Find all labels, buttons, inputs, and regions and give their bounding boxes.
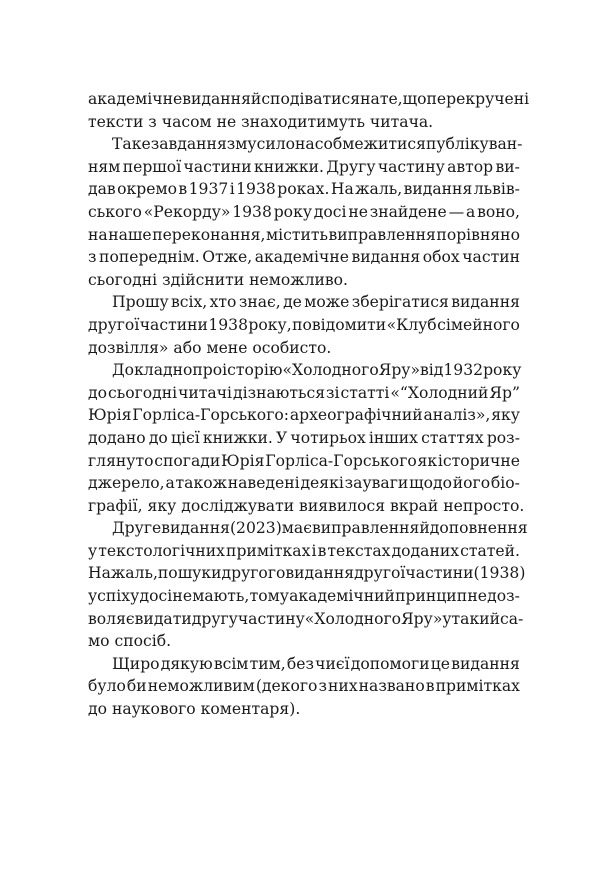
text-line: ського «Рекорду» 1938 року досі не знайдене — а воно, [88, 202, 520, 221]
text-line: Прошу всіх, хто знає, де може зберігатися видання [112, 293, 520, 312]
text-line: академічне видання й сподіватися на те, що перекручені [88, 90, 530, 108]
text-line: додано до цієї книжки. У чотирьох інших статтях роз- [88, 428, 520, 447]
paragraph [88, 517, 528, 653]
paragraph [88, 291, 520, 359]
text-line: Щиро дякую всім тим, без чиєї допомоги це видання [112, 654, 520, 673]
text-line: другої частини 1938 року, повідомити «Клуб сімейного [88, 315, 520, 334]
text-line: Друге видання (2023) має виправлення й доповнення [112, 519, 528, 538]
text-line: було би неможливим (декого з них названо в примітках [88, 677, 520, 696]
text-line: глянуто спогади Юрія Горліса-Горського як історичне [88, 451, 520, 470]
text-line: джерело, а також наведені деякі зауваги щодо його біо- [88, 474, 520, 493]
paragraph [88, 88, 530, 133]
text-line: з попереднім. Отже, академічне видання обох частин [88, 248, 520, 267]
body-text [88, 88, 530, 721]
text-line: сьогодні здійснити неможливо. [88, 270, 348, 289]
paragraph [88, 653, 520, 721]
text-line: мо спосіб. [88, 632, 172, 651]
text-line: до сьогодні читачі дізнаються зі статті «“Холодний Яр” [88, 383, 520, 402]
text-line: у текстологічних примітках і в текстах доданих статей. [88, 541, 520, 560]
text-line: дав окремо в 1937 і 1938 роках. На жаль, видання львів- [88, 180, 520, 199]
text-line: Таке завдання змусило нас обмежитися публікуван- [112, 135, 523, 154]
paragraph [88, 133, 523, 291]
text-line: дозвілля» або мене особисто. [88, 338, 332, 357]
text-line: на наше переконання, містить виправлення порівняно [88, 225, 520, 244]
text-line: до наукового коментаря). [88, 700, 301, 719]
text-line: ням першої частини книжки. Другу частину автор ви- [88, 157, 520, 176]
text-line: успіху досі не мають, тому академічний принцип не доз- [88, 587, 520, 606]
text-line: Юрія Горліса-Горського: археографічний аналіз», яку [88, 406, 520, 425]
text-line: Докладно про історію «Холодного Яру» від 1932 року [112, 361, 522, 380]
text-line: воляє видати другу частину «Холодного Яру» у такий са- [88, 609, 524, 628]
paragraph [88, 359, 525, 517]
text-line: тексти з часом не знаходитимуть читача. [88, 112, 434, 131]
text-line: графії, яку досліджувати виявилося вкрай непросто. [88, 496, 525, 515]
text-line: На жаль, пошуки другого видання другої частини (1938) [88, 564, 526, 583]
